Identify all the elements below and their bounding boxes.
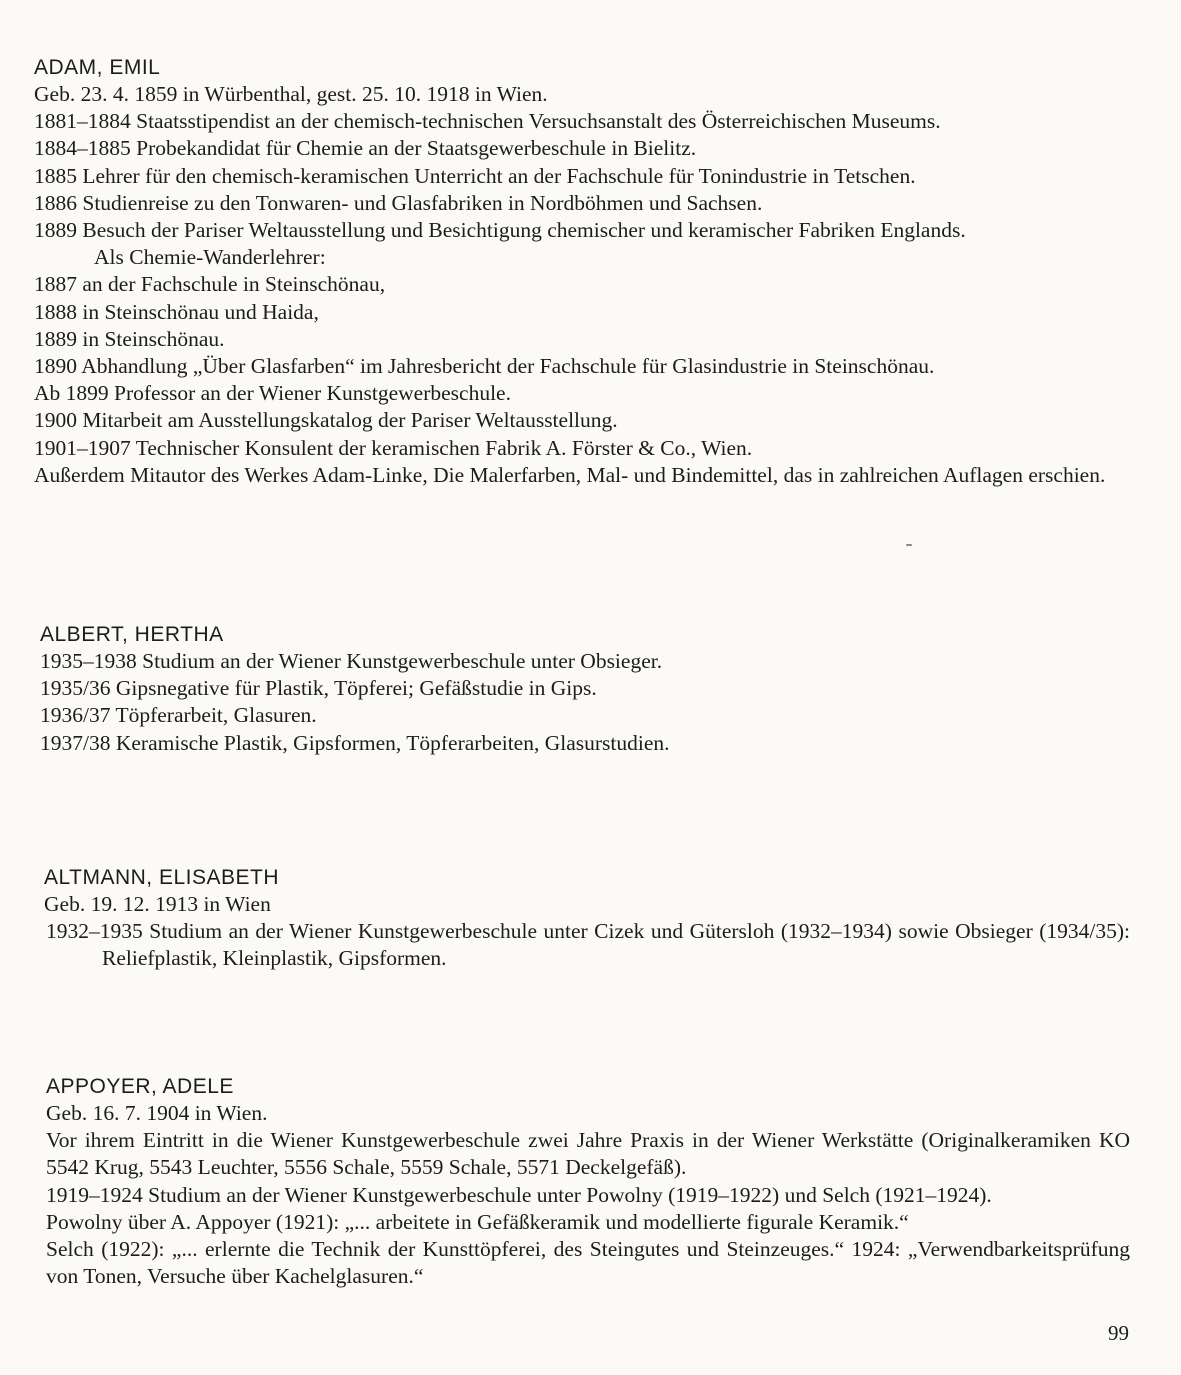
entry-line: Geb. 16. 7. 1904 in Wien. (46, 1101, 268, 1125)
entry-albert-hertha (40, 622, 1130, 757)
entry-altmann-elisabeth (44, 865, 1134, 973)
entry-line: 1936/37 Töpferarbeit, Glasuren. (40, 703, 317, 728)
entry-line: Geb. 23. 4. 1859 in Würbenthal, gest. 25. 10. 1918 in Wien. (34, 82, 548, 106)
entry-line: 1935–1938 Studium an der Wiener Kunstgewerbeschule unter Obsieger. (40, 649, 663, 673)
entry-line: Geb. 19. 12. 1913 in Wien (44, 892, 271, 916)
entry-line: Vor ihrem Eintritt in die Wiener Kunstgewerbeschule zwei Jahre Praxis in der Wiener Werkstätte (Originalkeramiken KO 5542 Krug, 5543 Leuchter, 5556 Schale, 5559 Schale, 5571 Deckelgefäß). (46, 1128, 1130, 1180)
entry-line: 1889 Besuch der Pariser Weltausstellung und Besichtigung chemischer und keramischer Fabriken Englands. (34, 218, 966, 243)
entry-appoyer-adele (46, 1074, 1136, 1290)
entry-line: 1889 in Steinschönau. (34, 326, 225, 351)
entry-line: 1888 in Steinschönau und Haida, (34, 299, 319, 324)
entry-line: Außerdem Mitautor des Werkes Adam-Linke, Die Malerfarben, Mal- und Bindemittel, das in zahlreichen Auflagen erschien. (34, 462, 1106, 487)
entry-line: Selch (1922): „... erlernte die Technik der Kunsttöpferei, des Steingutes und Steinzeuges.“ 1924: „Verwendbarkeitsprüfung von Tonen, Versuche über Kachelglasuren.“ (46, 1237, 1130, 1289)
scan-speck (906, 544, 912, 546)
entry-line: 1937/38 Keramische Plastik, Gipsformen, Töpferarbeiten, Glasurstudien. (40, 730, 670, 755)
entry-line: 1887 an der Fachschule in Steinschönau, (34, 272, 386, 297)
entry-line: 1900 Mitarbeit am Ausstellungskatalog der Pariser Weltausstellung. (34, 408, 618, 433)
entry-line: Als Chemie-Wanderlehrer: (94, 245, 326, 270)
entry-line: 1881–1884 Staatsstipendist an der chemisch-technischen Versuchsanstalt des Österreichischen Museums. (34, 109, 941, 134)
entry-line: 1886 Studienreise zu den Tonwaren- und Glasfabriken in Nordböhmen und Sachsen. (34, 190, 763, 215)
entry-adam-emil (34, 55, 1124, 489)
entry-line: 1919–1924 Studium an der Wiener Kunstgewerbeschule unter Powolny (1919–1922) und Selch (1921–1924). (46, 1182, 992, 1207)
entry-line: 1890 Abhandlung „Über Glasfarben“ im Jahresbericht der Fachschule für Glasindustrie in Steinschönau. (34, 354, 935, 379)
entry-line: 1901–1907 Technischer Konsulent der keramischen Fabrik A. Förster & Co., Wien. (34, 435, 753, 460)
entry-name: ALBERT, HERTHA (40, 623, 224, 646)
entry-line: 1885 Lehrer für den chemisch-keramischen Unterricht an der Fachschule für Tonindustrie in Tetschen. (34, 163, 916, 188)
page-number: 99 (1108, 1321, 1129, 1345)
entry-line: 1932–1935 Studium an der Wiener Kunstgewerbeschule unter Cizek und Gütersloh (1932–1934) sowie Obsieger (1934/35): Reliefplastik, Kleinplastik, Gipsformen. (46, 919, 1130, 971)
entry-name: ALTMANN, ELISABETH (44, 866, 279, 889)
entry-line: 1935/36 Gipsnegative für Plastik, Töpferei; Gefäßstudie in Gips. (40, 676, 597, 701)
entry-line: 1884–1885 Probekandidat für Chemie an der Staatsgewerbeschule in Bielitz. (34, 136, 697, 161)
entry-line: Ab 1899 Professor an der Wiener Kunstgewerbeschule. (34, 381, 511, 406)
entry-line: Powolny über A. Appoyer (1921): „... arbeitete in Gefäßkeramik und modellierte figurale Keramik.“ (46, 1209, 909, 1234)
entry-name: APPOYER, ADELE (46, 1075, 234, 1098)
entry-name: ADAM, EMIL (34, 56, 161, 79)
